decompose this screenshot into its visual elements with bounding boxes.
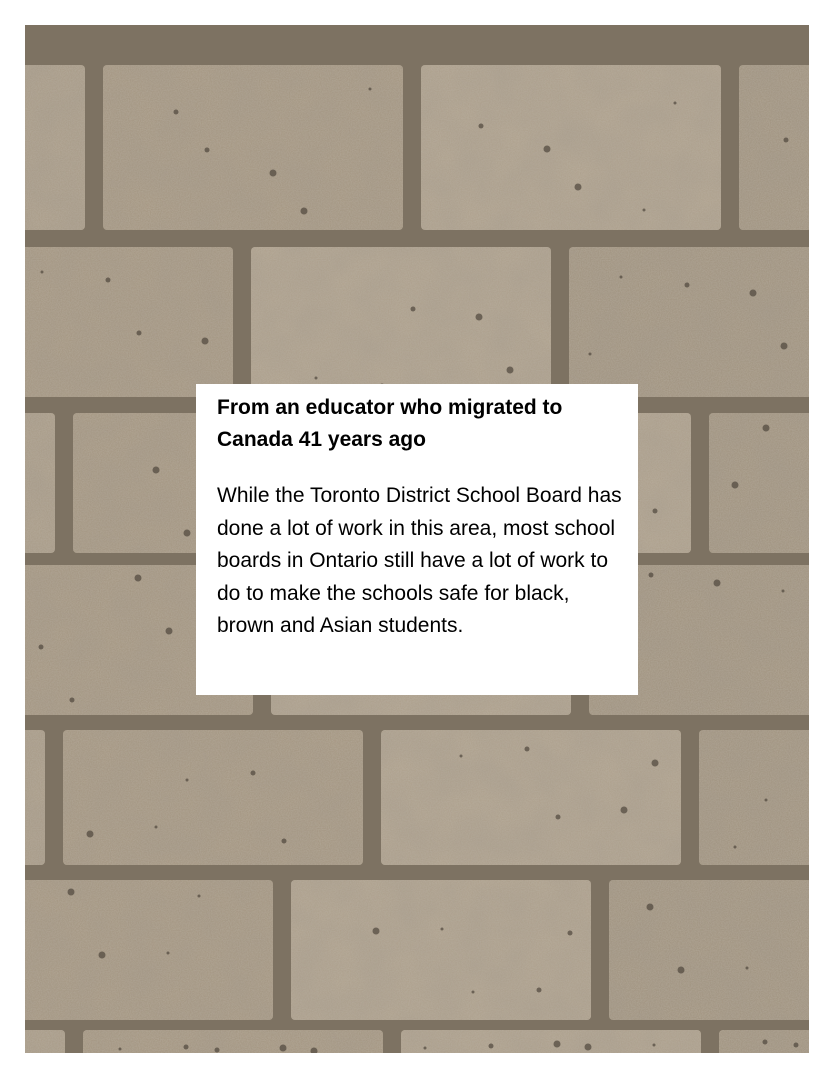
wall-pit (537, 988, 542, 993)
wall-pit (106, 278, 111, 283)
wall-pit (472, 991, 475, 994)
wall-pit (68, 889, 75, 896)
wall-pit (369, 88, 372, 91)
wall-block-shading (25, 1030, 65, 1053)
wall-pit (732, 482, 739, 489)
wall-pit (87, 831, 94, 838)
wall-pit (763, 425, 770, 432)
wall-pit (782, 590, 785, 593)
wall-pit (643, 209, 646, 212)
wall-pit (153, 467, 160, 474)
wall-pit (653, 1044, 656, 1047)
wall-pit (589, 353, 592, 356)
wall-pit (794, 1043, 799, 1048)
wall-pit (647, 904, 654, 911)
wall-pit (373, 928, 380, 935)
wall-pit (765, 799, 768, 802)
wall-pit (479, 124, 484, 129)
wall-pit (41, 271, 44, 274)
wall-block-shading (25, 247, 233, 397)
wall-pit (441, 928, 444, 931)
wall-block-shading (401, 1030, 701, 1053)
wall-pit (202, 338, 209, 345)
wall-pit (734, 846, 737, 849)
wall-pit (750, 290, 757, 297)
wall-block-shading (609, 880, 809, 1020)
wall-block-shading (63, 730, 363, 865)
wall-pit (620, 276, 623, 279)
quote-card (196, 384, 638, 695)
wall-pit (714, 580, 721, 587)
wall-pit (554, 1041, 561, 1048)
wall-block-shading (381, 730, 681, 865)
quote-body: While the Toronto District School Board has done a lot of work in this area, most school boards in Ontario still have a lot of work to do to make the schools safe for black, brown and Asian students. (217, 484, 622, 637)
wall-pit (685, 283, 690, 288)
wall-block-shading (83, 1030, 383, 1053)
wall-pit (652, 760, 659, 767)
wall-pit (544, 146, 551, 153)
wall-pit (556, 815, 561, 820)
wall-pit (763, 1040, 768, 1045)
wall-pit (784, 138, 789, 143)
wall-pit (186, 779, 189, 782)
wall-pit (184, 530, 191, 537)
wall-pit (137, 331, 142, 336)
wall-pit (70, 698, 75, 703)
wall-pit (781, 343, 788, 350)
quote-heading: From an educator who migrated to Canada 41 years ago (217, 396, 563, 451)
wall-block-shading (699, 730, 809, 865)
wall-pit (215, 1048, 220, 1053)
wall-pit (575, 184, 582, 191)
wall-pit (135, 575, 142, 582)
wall-block-shading (103, 65, 403, 230)
wall-pit (678, 967, 685, 974)
wall-pit (166, 628, 173, 635)
wall-pit (424, 1047, 427, 1050)
wall-pit (315, 377, 318, 380)
wall-pit (155, 826, 158, 829)
wall-block-shading (739, 65, 809, 230)
wall-block-shading (25, 413, 55, 553)
wall-pit (119, 1048, 122, 1051)
wall-block-shading (25, 65, 85, 230)
wall-block-shading (251, 247, 551, 397)
wall-pit (621, 807, 628, 814)
wall-pit (460, 755, 463, 758)
wall-pit (489, 1044, 494, 1049)
wall-pit (282, 839, 287, 844)
wall-pit (301, 208, 308, 215)
wall-pit (507, 367, 514, 374)
wall-block-shading (421, 65, 721, 230)
wall-pit (270, 170, 277, 177)
wall-pit (674, 102, 677, 105)
wall-pit (746, 967, 749, 970)
wall-block-shading (709, 413, 809, 553)
wall-pit (251, 771, 256, 776)
wall-block-shading (25, 730, 45, 865)
wall-pit (649, 573, 654, 578)
wall-pit (585, 1044, 592, 1051)
wall-pit (280, 1045, 287, 1052)
wall-pit (184, 1045, 189, 1050)
wall-pit (167, 952, 170, 955)
wall-pit (99, 952, 106, 959)
wall-pit (653, 509, 658, 514)
wall-pit (476, 314, 483, 321)
wall-block-shading (569, 247, 809, 397)
wall-pit (525, 747, 530, 752)
wall-pit (568, 931, 573, 936)
wall-pit (205, 148, 210, 153)
wall-pit (39, 645, 44, 650)
wall-block-shading (291, 880, 591, 1020)
wall-pit (198, 895, 201, 898)
wall-block-shading (25, 880, 273, 1020)
wall-pit (411, 307, 416, 312)
wall-pit (174, 110, 179, 115)
